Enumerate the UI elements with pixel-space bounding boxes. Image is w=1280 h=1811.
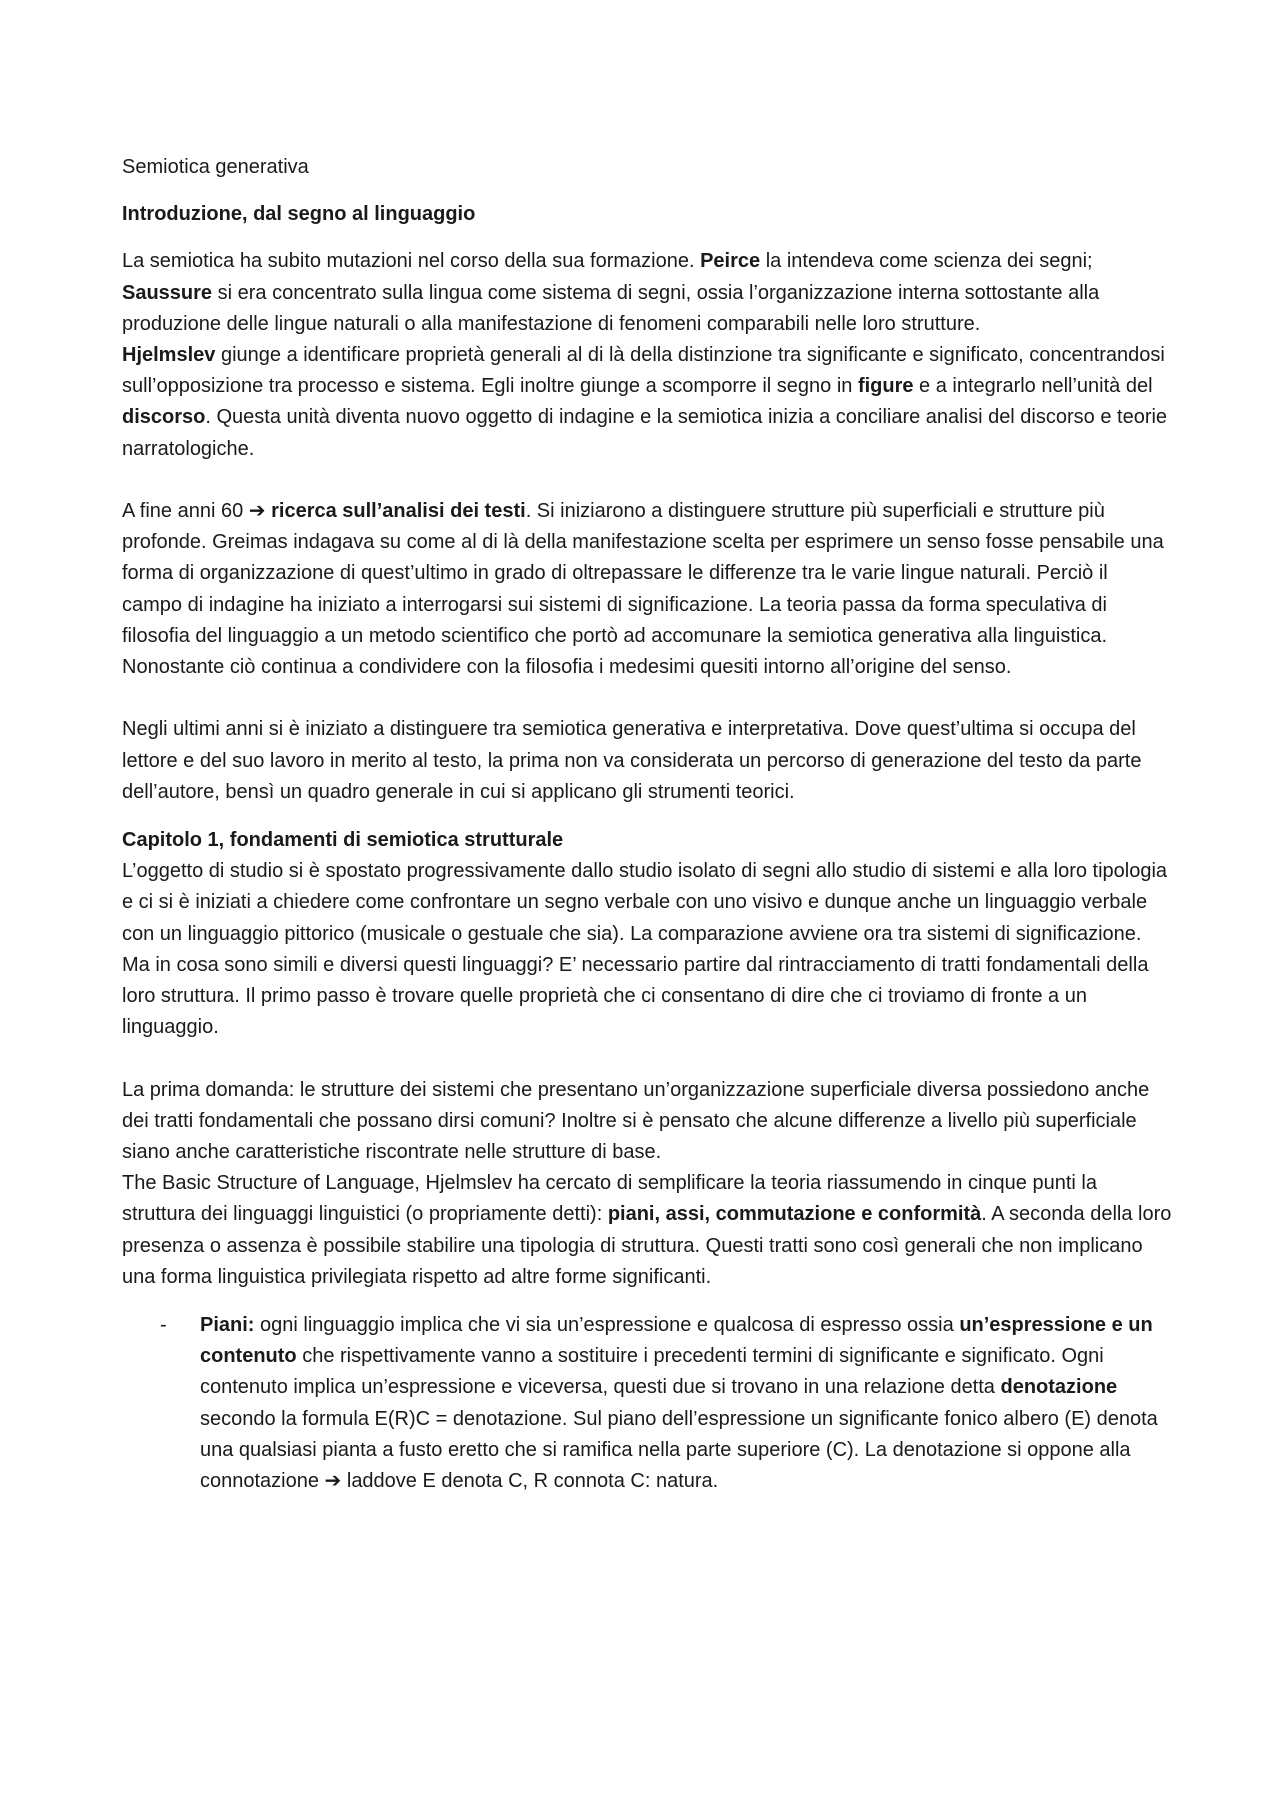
bold-text: Hjelmslev <box>122 344 216 367</box>
bold-text: Piani: <box>200 1314 255 1337</box>
bold-text: Saussure <box>122 281 213 304</box>
bold-text: ricerca sull’analisi dei testi <box>265 500 526 523</box>
paragraph-intro-2: Hjelmslev giunge a identificare proprietà generali al di là della distinzione tra significante e significato, concentrandosi sull’opposizione tra processo e sistema. Egli inoltre giunge a scomporre il segno in figure e a integrarlo nell’unità del discorso. Questa unità diventa nuovo oggetto di indagine e la semiotica inizia a conciliare analisi del discorso e teorie narratologiche. <box>122 344 1168 460</box>
bullet-list <box>122 1310 1172 1497</box>
intro-heading: Introduzione, dal segno al linguaggio <box>122 203 476 226</box>
bold-text: Peirce <box>700 250 761 273</box>
paragraph-chapter-3: La prima domanda: le strutture dei sistemi che presentano un’organizzazione superficiale diversa possiedono anche dei tratti fondamentali che possano dirsi comuni? Inoltre si è pensato che alcune differenze a livello più superficiale siano anche caratteristiche riscontrate nelle strutture di base. <box>122 1078 1150 1164</box>
blank-line <box>122 465 1172 496</box>
bold-text: denotazione <box>1000 1376 1118 1399</box>
document-title: Semiotica generativa <box>122 156 309 178</box>
bullet-marker: - <box>160 1314 167 1337</box>
chapter-heading: Capitolo 1, fondamenti di semiotica strutturale <box>122 829 564 852</box>
bullet-item-piani: Piani: ogni linguaggio implica che vi sia un’espressione e qualcosa di espresso ossia un’espressione e un contenuto che rispettivamente vanno a sostituire i precedenti termini di significante e significato. Ogni contenuto implica un’espressione e viceversa, questi due si trovano in una relazione detta denotazione secondo la formula E(R)C = denotazione. Sul piano dell’espressione un significante fonico albero (E) denota una qualsiasi pianta a fusto eretto che si ramifica nella parte superiore (C). La denotazione si oppone alla connotazione ➔ laddove E denota C, R connota C: natura. <box>200 1314 1158 1493</box>
bold-text: figure <box>857 375 914 398</box>
bold-text: ➔ <box>324 1470 342 1493</box>
bold-text: discorso <box>122 406 206 429</box>
paragraph-intro-4: Negli ultimi anni si è iniziato a distinguere tra semiotica generativa e interpretativa. Dove quest’ultima si occupa del lettore e del suo lavoro in merito al testo, la prima non va considerata un percorso di generazione del testo da parte dell’autore, bensì un quadro generale in cui si applicano gli strumenti teorici. <box>122 718 1142 803</box>
paragraph-intro-1: La semiotica ha subito mutazioni nel corso della sua formazione. Peirce la intendeva come scienza dei segni; Saussure si era concentrato sulla lingua come sistema di segni, ossia l’organizzazione interna sottostante alla produzione delle lingue naturali o alla manifestazione di fenomeni comparabili nelle loro strutture. <box>122 250 1100 335</box>
bold-text: ➔ <box>248 500 266 523</box>
blank-line <box>122 683 1172 714</box>
bold-text: piani, assi, commutazione e conformità <box>607 1203 982 1226</box>
document-page <box>122 152 1172 1497</box>
paragraph-chapter-4: The Basic Structure of Language, Hjelmslev ha cercato di semplificare la teoria riassumendo in cinque punti la struttura dei linguaggi linguistici (o propriamente detti): piani, assi, commutazione e conformità. A seconda della loro presenza o assenza è possibile stabilire una tipologia di struttura. Questi tratti sono così generali che non implicano una forma linguistica privilegiata rispetto ad altre forme significanti. <box>122 1172 1172 1288</box>
paragraph-intro-3: A fine anni 60 ➔ ricerca sull’analisi dei testi. Si iniziarono a distinguere strutture più superficiali e strutture più profonde. Greimas indagava su come al di là della manifestazione scelta per esprimere un senso fosse pensabile una forma di organizzazione di quest’ultimo in grado di oltrepassare le differenze tra le varie lingue naturali. Perciò il campo di indagine ha iniziato a interrogarsi sui sistemi di significazione. La teoria passa da forma speculativa di filosofia del linguaggio a un metodo scientifico che portò ad accomunare la semiotica generativa alla linguistica. Nonostante ciò continua a condividere con la filosofia i medesimi quesiti intorno all’origine del senso. <box>122 500 1164 679</box>
bold-text: un’espressione e un contenuto <box>200 1314 1153 1368</box>
paragraph-chapter-2: Ma in cosa sono simili e diversi questi linguaggi? E’ necessario partire dal rintracciamento di tratti fondamentali della loro struttura. Il primo passo è trovare quelle proprietà che ci consentano di dire che ci troviamo di fronte a un linguaggio. <box>122 953 1149 1039</box>
blank-line <box>122 1043 1172 1074</box>
paragraph-chapter-1: L’oggetto di studio si è spostato progressivamente dallo studio isolato di segni allo studio di sistemi e alla loro tipologia e ci si è iniziati a chiedere come confrontare un segno verbale con uno visivo e dunque anche un linguaggio verbale con un linguaggio pittorico (musicale o gestuale che sia). La comparazione avviene ora tra sistemi di significazione. <box>122 860 1168 945</box>
